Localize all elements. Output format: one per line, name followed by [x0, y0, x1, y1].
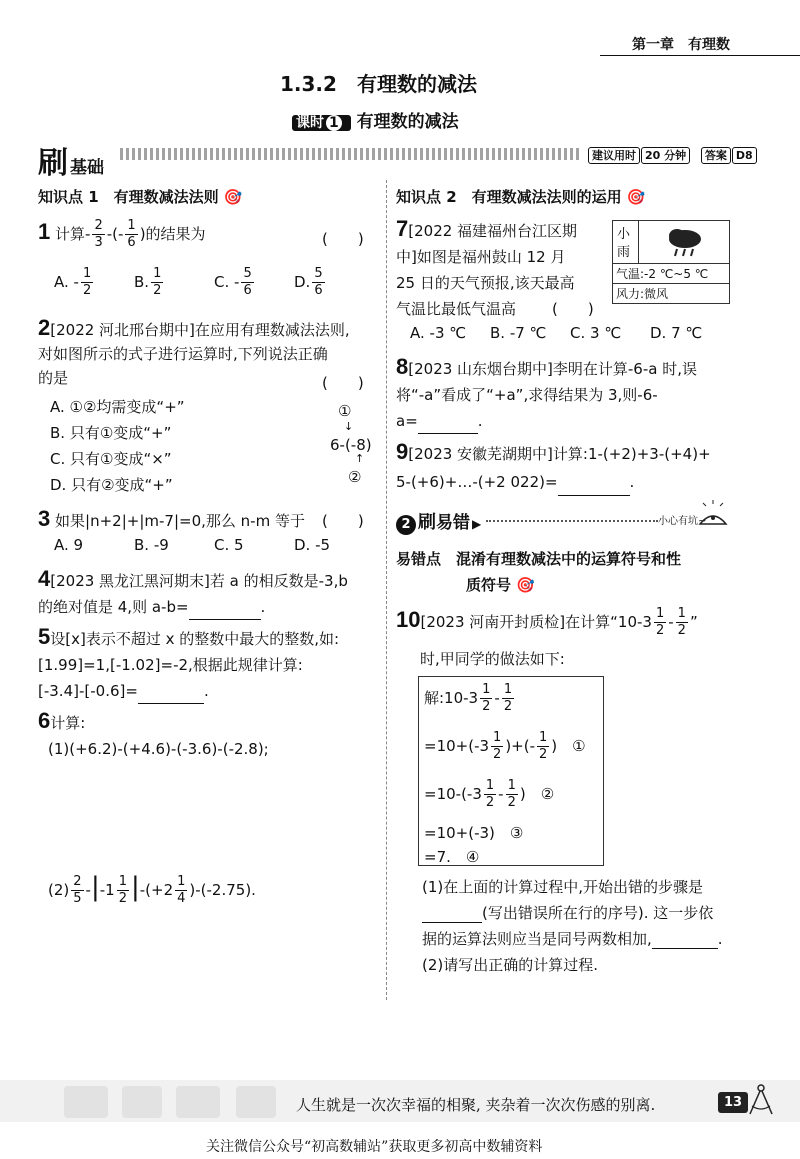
chapter-header: 第一章 有理数 — [632, 37, 730, 53]
q2-figure-expr: 6-(-8) — [330, 436, 372, 454]
watermark-block — [176, 1086, 220, 1118]
header-rule — [600, 55, 800, 56]
q3-option-c[interactable]: C. 5 — [214, 536, 244, 554]
mistakes-glyph: 刷 — [418, 512, 436, 533]
solution-step-4: =7. ④ — [424, 848, 480, 866]
footer-quote: 人生就是一次次幸福的相聚, 夹杂着一次次伤感的别离. — [296, 1096, 656, 1114]
q1-option-a[interactable]: A. - $\frac{1}{2}$ — [54, 266, 92, 298]
q7-option-c[interactable]: C. 3 ℃ — [570, 324, 622, 342]
weather-label-1: 小 — [617, 227, 631, 242]
q1-option-c[interactable]: C. - $\frac{5}{6}$ — [214, 266, 252, 298]
q7-paren: ( ) — [552, 300, 594, 318]
q10-rule-blank[interactable] — [652, 948, 718, 949]
q10-step-blank[interactable] — [422, 922, 482, 923]
weather-label-2: 雨 — [617, 245, 631, 260]
lesson-title: 有理数的减法 — [356, 112, 459, 132]
time-label: 建议用时 — [588, 147, 640, 164]
question-3: 3 如果|n+2|+|m-7|=0,那么 n-m 等于 — [38, 506, 305, 531]
q2-figure-arrow-up: ↑ — [355, 452, 365, 465]
knowledge-point-1: 知识点 1 有理数减法法则 🎯 — [38, 188, 243, 206]
target-icon: 🎯 — [516, 576, 535, 594]
q4-answer-blank[interactable] — [189, 619, 261, 620]
weather-wind: 风力:微风 — [616, 287, 669, 301]
question-6: 6计算: — [38, 708, 86, 733]
question-10: 10[2023 河南开封质检]在计算“10-3 $\frac{1}{2}$ - $\frac{1}{2}$ ” — [396, 606, 698, 638]
q3-option-a[interactable]: A. 9 — [54, 536, 84, 554]
question-2: 2[2022 河北邢台期中]在应用有理数减法法则, 对如图所示的式子进行运算时,下列说法正确 的是 — [38, 315, 350, 387]
q2-option-c[interactable]: C. 只有①变成“×” — [50, 450, 172, 468]
question-8: 8[2023 山东烟台期中]李明在计算-6-a 时,误 将“-a”看成了“+a”,求得结果为 3,则-6- a= . — [396, 354, 697, 434]
q2-option-d[interactable]: D. 只有②变成“+” — [50, 476, 173, 494]
q2-option-b[interactable]: B. 只有①变成“+” — [50, 424, 172, 442]
basics-heading — [38, 138, 104, 182]
question-5: 5设[x]表示不超过 x 的整数中最大的整数,如: [1.99]=1,[-1.02]=-2,根据此规律计算: [-3.4]-[-0.6]= . — [38, 624, 339, 704]
q3-option-b[interactable]: B. -9 — [134, 536, 169, 554]
q6-part-2: (2) $\frac{2}{5}$ -|-1 $\frac{1}{2}$ |-(+2 $\frac{1}{4}$ )-(-2.75). — [48, 872, 256, 906]
question-7: 7[2022 福建福州台江区期 中]如图是福州鼓山 12 月 25 日的天气预报,该天最高 气温比最低气温高 — [396, 216, 578, 318]
section-title: 1.3.2 有理数的减法 — [280, 72, 477, 96]
answer-label: 答案 — [701, 147, 731, 164]
solution-step-3: =10+(-3) ③ — [424, 824, 524, 842]
page-number: 13 — [718, 1092, 748, 1113]
q3-option-d[interactable]: D. -5 — [294, 536, 331, 554]
weather-temperature: 气温:-2 ℃~5 ℃ — [616, 267, 709, 281]
q2-option-a[interactable]: A. ①②均需变成“+” — [50, 398, 185, 416]
answer-code: D8 — [732, 147, 757, 164]
knowledge-point-2: 知识点 2 有理数减法法则的运用 🎯 — [396, 188, 646, 206]
q10-sub1-line1: (1)在上面的计算过程中,开始出错的步骤是 — [422, 878, 704, 896]
lesson-heading — [292, 107, 459, 132]
mistakes-label: 易错 — [436, 513, 470, 533]
q2-figure-mark-1: ① — [338, 402, 352, 420]
q1-option-b[interactable]: B. $\frac{1}{2}$ — [134, 266, 162, 298]
basics-label: 基础 — [70, 158, 104, 178]
mistakes-note: 小心有坑~ — [658, 516, 707, 527]
q9-answer-blank[interactable] — [558, 495, 630, 496]
q7-option-a[interactable]: A. -3 ℃ — [410, 324, 467, 342]
mistake-point-line-1: 易错点 混淆有理数减法中的运算符号和性 — [396, 550, 682, 568]
column-divider — [386, 180, 387, 1000]
warning-figure-icon — [698, 500, 728, 530]
mistake-point-line-2: 质符号 🎯 — [466, 576, 535, 594]
q1-option-d[interactable]: D. $\frac{5}{6}$ — [294, 266, 323, 298]
dotted-bar — [120, 148, 580, 160]
solution-step-2: =10-(-3 $\frac{1}{2}$ - $\frac{1}{2}$ ) ② — [424, 778, 555, 810]
q10-sub2: (2)请写出正确的计算过程. — [422, 956, 599, 974]
solution-step-1: =10+(-3 $\frac{1}{2}$ )+(- $\frac{1}{2}$ ) ① — [424, 730, 586, 762]
q5-answer-blank[interactable] — [138, 703, 204, 704]
mistakes-badge: 2 — [396, 515, 416, 535]
question-1: 1 计算- $\frac{2}{3}$ -(- $\frac{1}{6}$ )的结果为 — [38, 218, 206, 250]
weather-forecast-box — [612, 220, 730, 304]
brush-glyph: 刷 — [38, 146, 68, 181]
q6-part-1: (1)(+6.2)-(+4.6)-(-3.6)-(-2.8); — [48, 740, 269, 758]
q1-options — [54, 266, 354, 299]
time-info — [588, 145, 757, 164]
time-value: 20 分钟 — [641, 147, 690, 164]
q3-paren: ( ) — [322, 512, 364, 530]
q7-options — [410, 324, 702, 342]
q7-option-b[interactable]: B. -7 ℃ — [490, 324, 547, 342]
lesson-tag: 课时 1 — [292, 115, 351, 131]
q7-option-d[interactable]: D. 7 ℃ — [650, 324, 703, 342]
q2-paren: ( ) — [322, 374, 364, 392]
q10-sub1-line3: 据的运算法则应当是同号两数相加, . — [422, 930, 723, 948]
target-icon: 🎯 — [223, 188, 243, 206]
q10-intro: 时,甲同学的做法如下: — [420, 650, 565, 668]
question-9: 9[2023 安徽芜湖期中]计算:1-(+2)+3-(+4)+ 5-(+6)+…-(+2 022)= . — [396, 438, 711, 496]
q3-options — [54, 536, 330, 554]
compass-icon — [746, 1084, 776, 1120]
q2-figure-mark-2: ② — [348, 468, 362, 486]
q10-sub1-line2: (写出错误所在行的序号). 这一步依 — [422, 902, 713, 923]
target-icon: 🎯 — [626, 188, 646, 206]
q1-paren: ( ) — [322, 230, 364, 248]
mistakes-dotted-line — [486, 520, 658, 522]
rain-cloud-icon — [665, 225, 705, 263]
question-4: 4[2023 黑龙江黑河期末]若 a 的相反数是-3,b 的绝对值是 4,则 a-b= . — [38, 566, 348, 620]
q2-figure-arrow-down: ↓ — [344, 420, 354, 433]
watermark-block — [64, 1086, 108, 1118]
solution-step-0: 解:10-3 $\frac{1}{2}$ - $\frac{1}{2}$ — [424, 682, 513, 714]
watermark-block — [236, 1086, 276, 1118]
q8-answer-blank[interactable] — [418, 433, 478, 434]
footer-promo: 关注微信公众号“初高数辅站”获取更多初高中数辅资料 — [206, 1139, 543, 1155]
watermark-block — [122, 1086, 162, 1118]
mistakes-heading: 2 刷易错 ▶ — [396, 508, 481, 535]
